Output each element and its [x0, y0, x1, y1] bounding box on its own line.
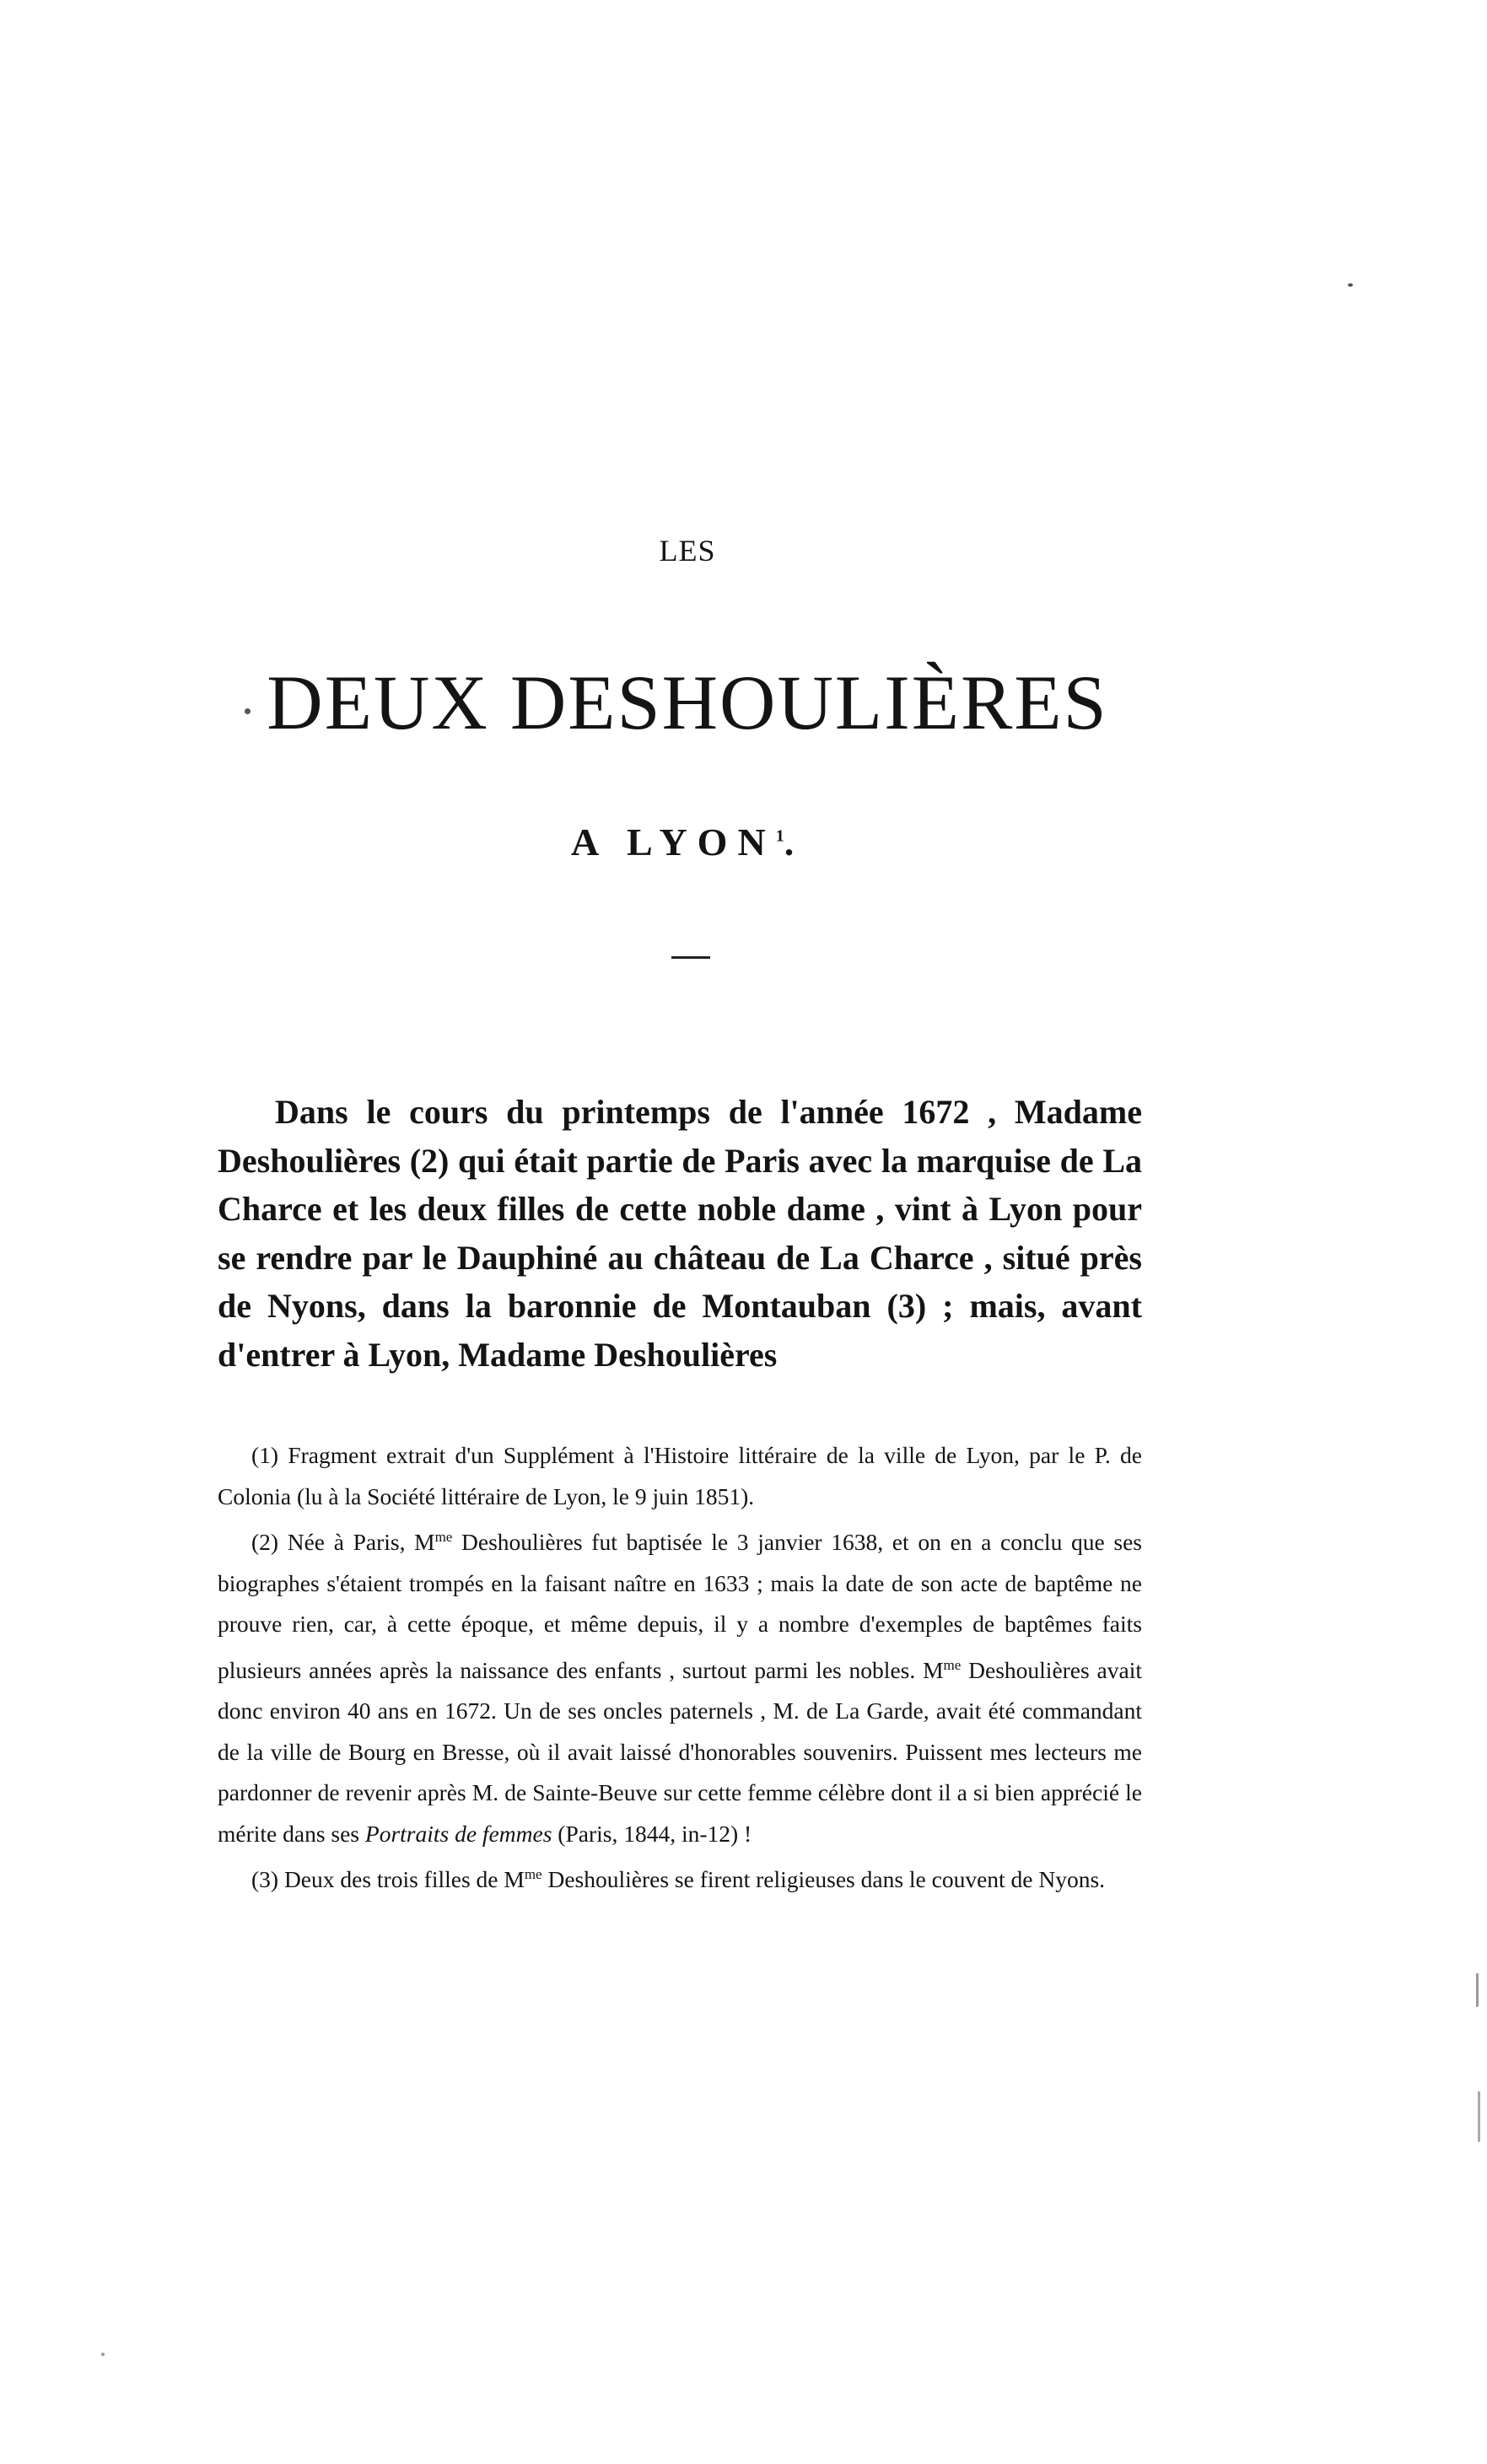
footnote-2-part-b: Deshoulières fut baptisée le 3 janvier 1638, et on en a conclu que ses biographes s'étaient trompés en la faisant naître en 1633 ; mais la date de son acte de baptême ne prouve rien, car, à cette époque, et même depuis, il y a nombre d'exemples de baptêmes faits plusieurs années après la naissance des enfants , surtout parmi les nobles. M [218, 1529, 1142, 1683]
subtitle-text: A LYON [570, 820, 776, 863]
footnote-2-part-d: (Paris, 1844, in-12) ! [552, 1820, 752, 1847]
footnote-3-part-a: (3) Deux des trois filles de M [251, 1866, 525, 1893]
footnote-2-sup-1: me [434, 1529, 453, 1545]
footnote-3 [218, 1854, 1142, 1901]
footnote-2-book-title: Portraits de femmes [364, 1820, 552, 1847]
section-divider [671, 956, 710, 959]
footnote-3-part-b: Deshoulières se firent religieuses dans le couvent de Nyons. [541, 1866, 1106, 1893]
footnote-2 [218, 1517, 1142, 1854]
footnote-2-part-c: Deshoulières avait donc environ 40 ans en 1672. Un de ses oncles paternels , M. de La Garde, avait été commandant de la ville de Bourg en Bresse, où il avait laissé d'honorables souvenirs. Puissent mes lecteurs me pardonner de revenir après M. de Sainte-Beuve sur cette femme célèbre dont il a si bien apprécié le mérite dans ses [218, 1656, 1142, 1847]
subtitle-note-ref: 1 [775, 826, 784, 846]
main-title: DEUX DESHOULIÈRES [267, 659, 1108, 745]
body-paragraph: Dans le cours du printemps de l'année 1672 , Madame Deshoulières (2) qui était partie de Paris avec la marquise de La Charce et les deux filles de cette noble dame , vint à Lyon pour se rendre par le Dauphiné au château de La Charce , situé près de Nyons, dans la baronnie de Montauban (3) ; mais, avant d'entrer à Lyon, Madame Deshoulières [218, 1093, 1142, 1374]
footnote-2-sup-2: me [943, 1656, 962, 1673]
footnotes [218, 1435, 1142, 1901]
footnote-2-part-a: (2) Née à Paris, M [251, 1529, 435, 1556]
heading-les: LES [659, 534, 716, 568]
footnote-3-sup: me [524, 1866, 542, 1883]
footnote-1: (1) Fragment extrait d'un Supplément à l'Histoire littéraire de la ville de Lyon, par le P. de Colonia (lu à la Société littéraire de Lyon, le 9 juin 1851). [218, 1442, 1142, 1509]
subtitle: A LYON$^1$. [570, 820, 805, 863]
